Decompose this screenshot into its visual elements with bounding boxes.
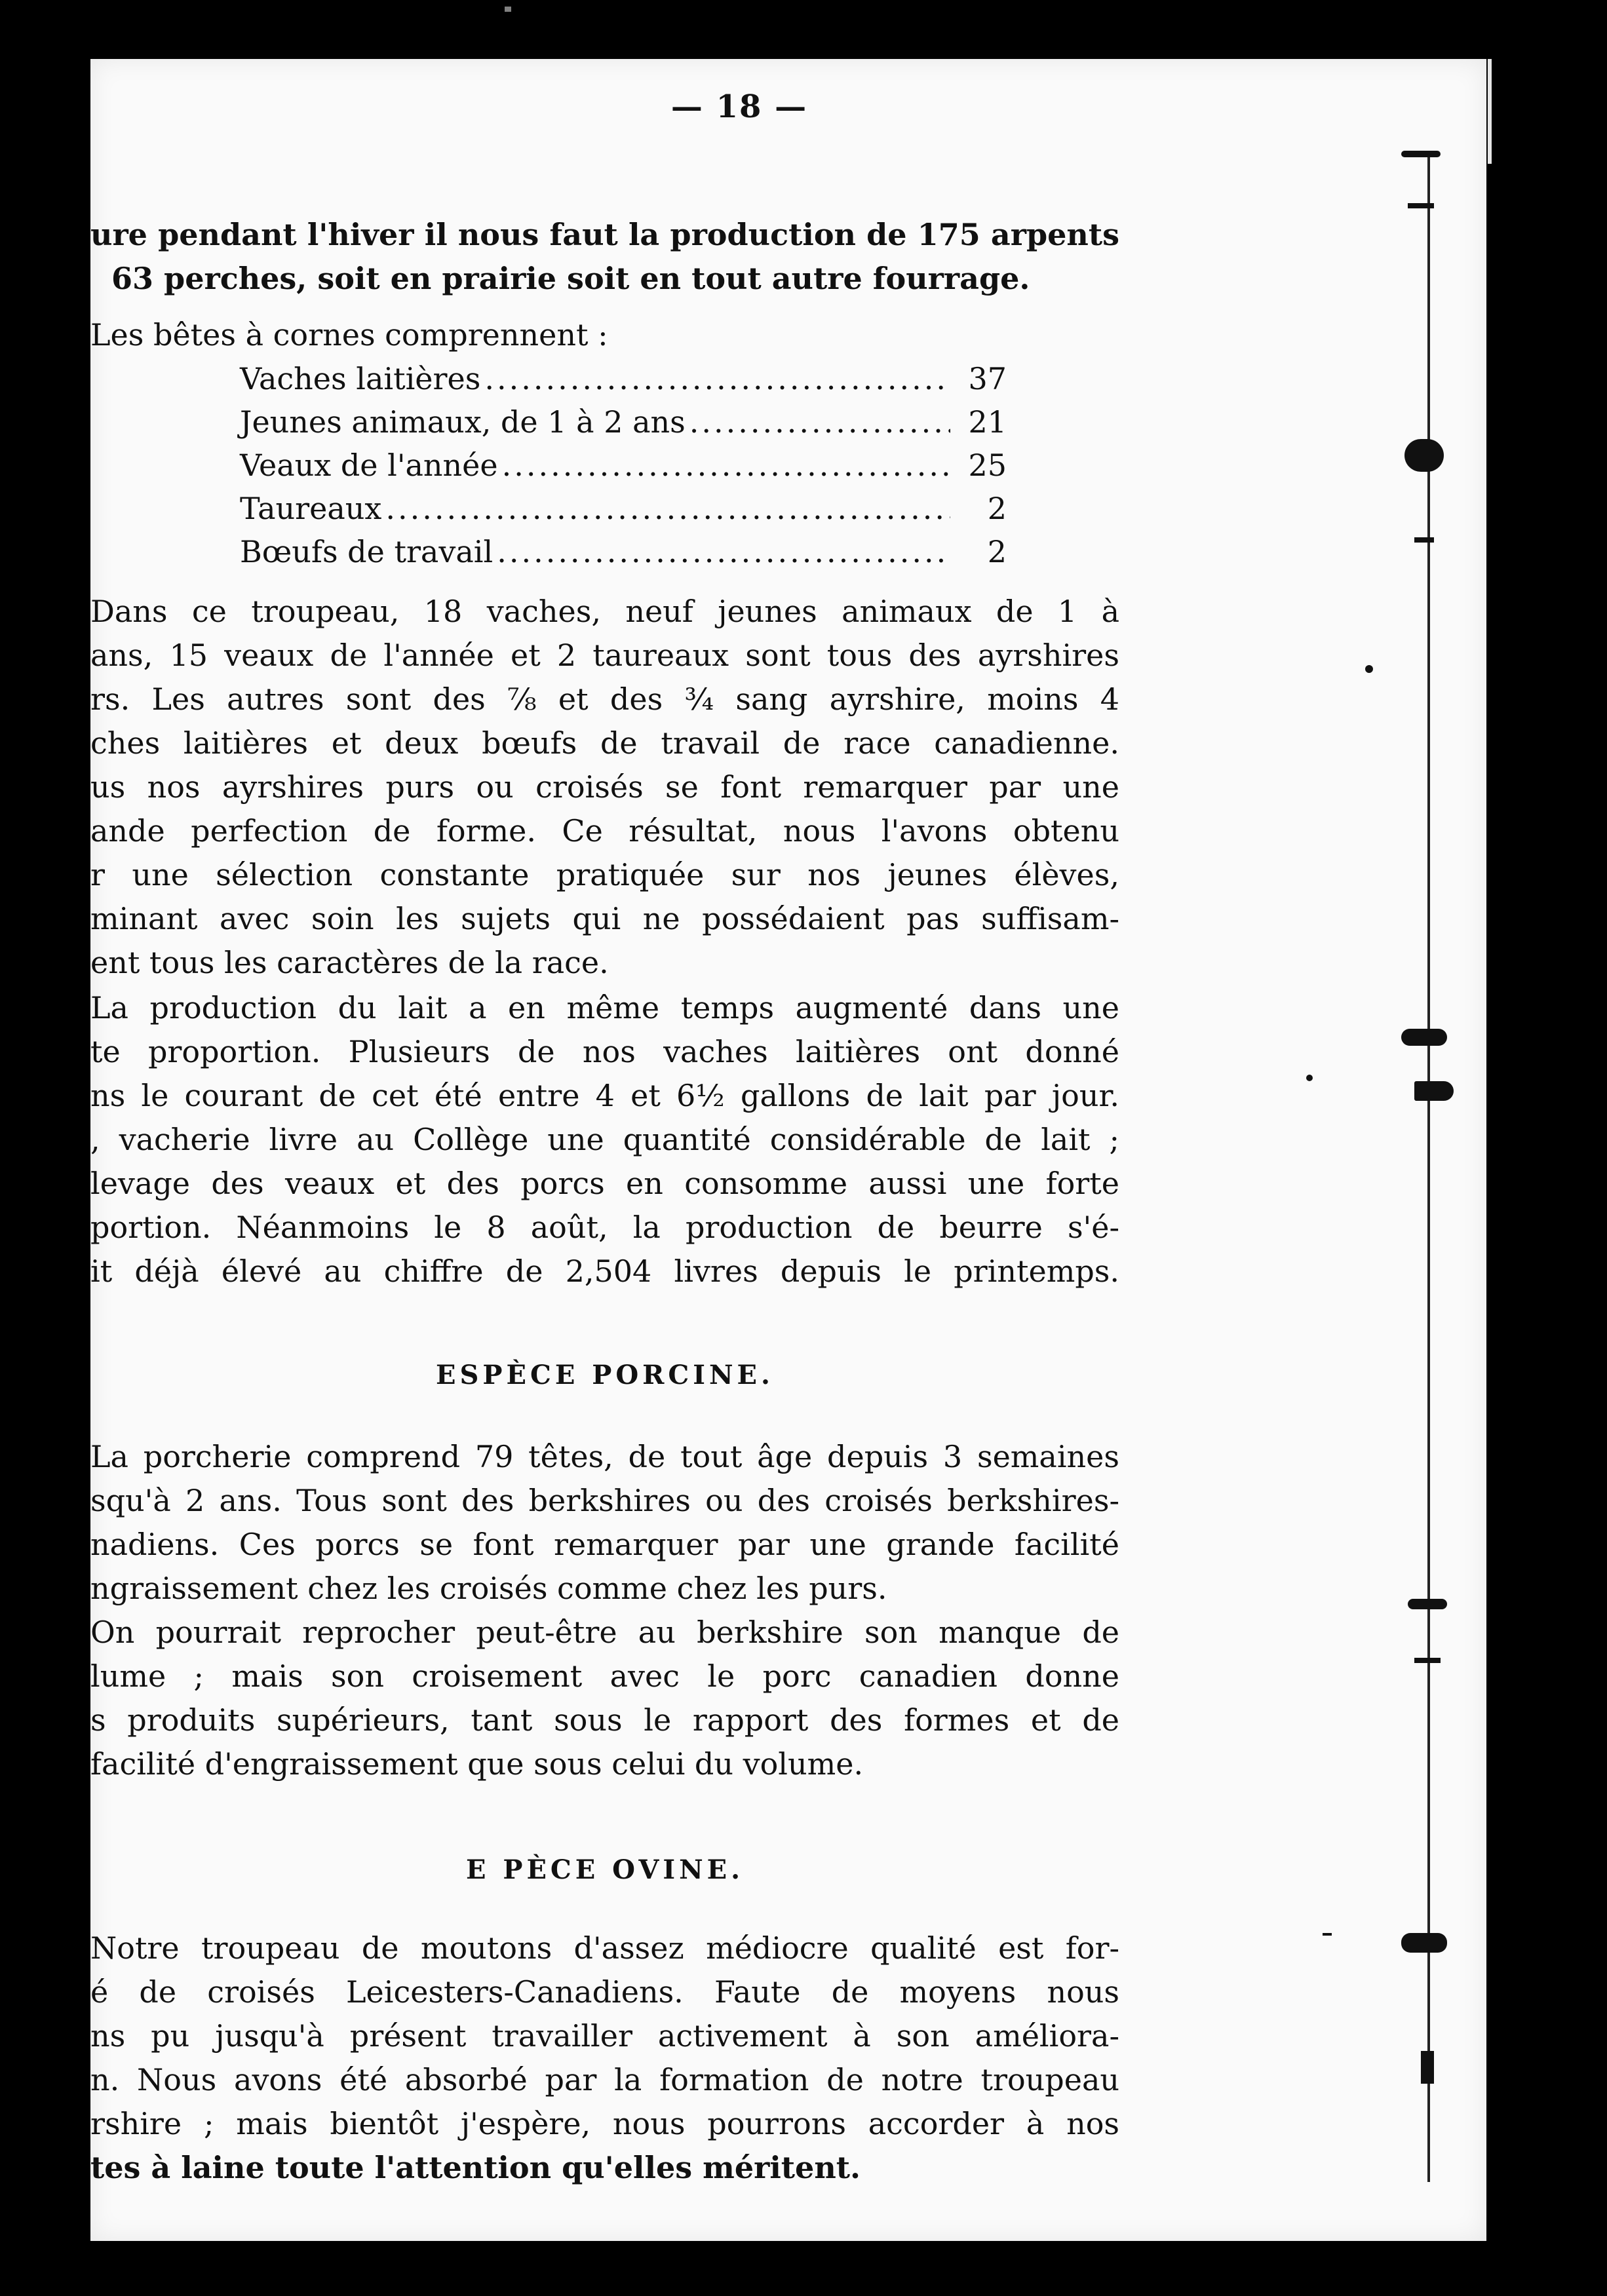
text-line: Notre troupeau de moutons d'assez médiocre qualité est for- — [90, 1930, 1119, 1966]
text-line: s produits supérieurs, tant sous le rapport des formes et de — [90, 1702, 1119, 1738]
text-line: te proportion. Plusieurs de nos vaches laitières ont donné — [90, 1034, 1119, 1069]
table-row-value: 25 — [968, 448, 1007, 483]
text-line: 63 perches, soit en prairie soit en tout autre fourrage. — [111, 261, 1030, 296]
page-number: — 18 — — [670, 88, 808, 125]
text-line: rshire ; mais bientôt j'espère, nous pourrons accorder à nos — [90, 2106, 1119, 2141]
text-line: tes à laine toute l'attention qu'elles méritent. — [90, 2150, 861, 2185]
leader-dots — [689, 407, 950, 437]
text-line: it déjà élevé au chiffre de 2,504 livres depuis le printemps. — [90, 1253, 1119, 1289]
text-line: , vacherie livre au Collège une quantité considérable de lait ; — [90, 1122, 1119, 1157]
text-line: Dans ce troupeau, 18 vaches, neuf jeunes animaux de 1 à — [90, 594, 1119, 629]
table-row — [240, 361, 1007, 396]
table-row — [240, 448, 1007, 483]
table-row — [240, 493, 1007, 524]
text-line: é de croisés Leicesters-Canadiens. Faute de moyens nous — [90, 1974, 1119, 2010]
text-line: facilité d'engraissement que sous celui du volume. — [90, 1746, 864, 1782]
table-row-label: Vaches laitières — [240, 361, 481, 396]
binding-rivet — [1401, 1029, 1447, 1046]
document-page — [90, 59, 1486, 2241]
leader-dots — [385, 493, 950, 524]
text-line: ns pu jusqu'à présent travailler activement à son améliora- — [90, 2018, 1119, 2054]
text-line: rs. Les autres sont des ⅞ et des ¾ sang ayrshire, moins 4 — [90, 681, 1119, 717]
speck — [1306, 1075, 1313, 1081]
text-line: ngraissement chez les croisés comme chez les purs. — [90, 1571, 887, 1606]
binding-rivet — [1414, 537, 1434, 543]
table-row-label: Bœufs de travail — [240, 534, 494, 569]
text-line: La production du lait a en même temps augmenté dans une — [90, 990, 1119, 1025]
text-line: ches laitières et deux bœufs de travail de race canadienne. — [90, 725, 1119, 761]
section-heading: E PÈCE OVINE. — [465, 1854, 745, 1885]
section-intro: Les bêtes à cornes comprennent : — [90, 317, 608, 353]
leader-dots — [497, 537, 950, 567]
leader-dots — [484, 364, 950, 394]
binding-rivet — [1414, 1658, 1441, 1663]
table-row — [240, 404, 1007, 440]
text-line: On pourrait reprocher peut-être au berkshire son manque de — [90, 1615, 1119, 1650]
table-row — [240, 534, 1007, 569]
binding-rivet — [1421, 2051, 1434, 2084]
text-line: squ'à 2 ans. Tous sont des berkshires ou des croisés berkshires- — [90, 1483, 1119, 1518]
section-heading: ESPÈCE PORCINE. — [436, 1360, 774, 1390]
text-line: ans, 15 veaux de l'année et 2 taureaux sont tous des ayrshires — [90, 638, 1119, 673]
table-row-label: Jeunes animaux, de 1 à 2 ans — [240, 404, 686, 440]
text-line: ns le courant de cet été entre 4 et 6½ gallons de lait par jour. — [90, 1078, 1119, 1113]
table-row-label: Taureaux — [240, 491, 382, 526]
text-line: n. Nous avons été absorbé par la formation de notre troupeau — [90, 2062, 1119, 2097]
speck — [1323, 1933, 1332, 1936]
text-line: ent tous les caractères de la race. — [90, 945, 609, 980]
table-row-value: 2 — [987, 491, 1007, 526]
text-line: us nos ayrshires purs ou croisés se font remarquer par une — [90, 769, 1119, 805]
text-line: ande perfection de forme. Ce résultat, nous l'avons obtenu — [90, 813, 1119, 849]
binding-rivet — [1401, 1933, 1447, 1953]
text-line: levage des veaux et des porcs en consomme aussi une forte — [90, 1166, 1119, 1201]
text-line: r une sélection constante pratiquée sur nos jeunes élèves, — [90, 857, 1119, 892]
binding-rivet — [1401, 151, 1441, 157]
scan-margin-mark — [505, 7, 511, 12]
table-row-label: Veaux de l'année — [240, 448, 498, 483]
table-row-value: 37 — [968, 361, 1007, 396]
text-line: nadiens. Ces porcs se font remarquer par une grande facilité — [90, 1527, 1119, 1562]
binding-rivet — [1408, 203, 1434, 208]
text-line: lume ; mais son croisement avec le porc canadien donne — [90, 1658, 1119, 1694]
table-row-value: 21 — [968, 404, 1007, 440]
binding-rivet — [1408, 1599, 1447, 1609]
text-line: La porcherie comprend 79 têtes, de tout âge depuis 3 semaines — [90, 1439, 1119, 1474]
text-line: minant avec soin les sujets qui ne possédaient pas suffisam- — [90, 901, 1119, 936]
speck — [1365, 665, 1373, 673]
text-line: ure pendant l'hiver il nous faut la production de 175 arpents — [90, 217, 1119, 252]
scan-margin-mark — [1488, 59, 1492, 164]
leader-dots — [502, 450, 950, 480]
binding-rivet — [1414, 1081, 1454, 1101]
table-row-value: 2 — [987, 534, 1007, 569]
binding-rivet — [1404, 439, 1444, 472]
text-line: portion. Néanmoins le 8 août, la production de beurre s'é- — [90, 1210, 1119, 1245]
